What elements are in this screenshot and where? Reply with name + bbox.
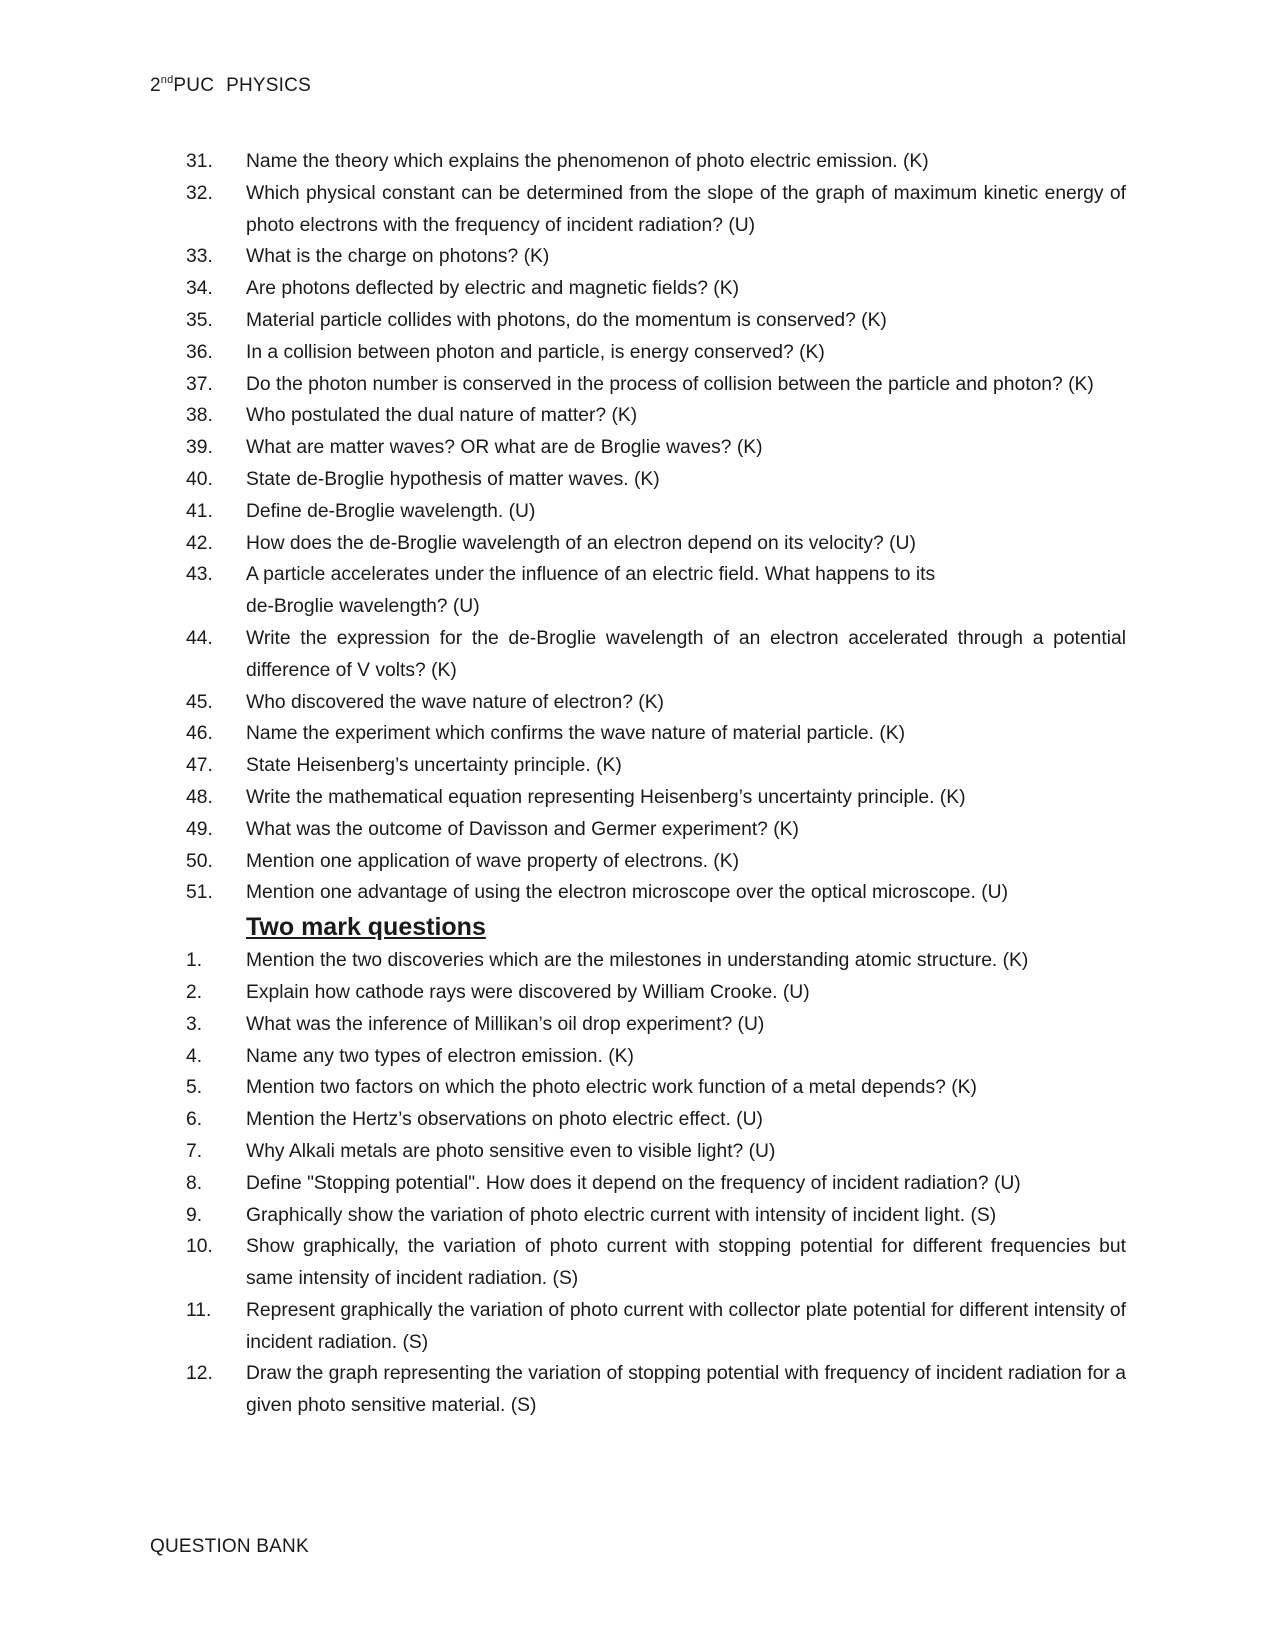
question-list — [186, 146, 1126, 1422]
question-text — [246, 178, 1126, 242]
question-text-line: Are photons deflected by electric and magnetic fields? (K) — [246, 278, 740, 300]
question-text-line: State Heisenberg’s uncertainty principle. (K) — [246, 755, 622, 777]
question-item — [186, 178, 1126, 242]
question-number: 47. — [186, 755, 213, 777]
question-number: 1. — [186, 950, 203, 972]
page-header — [150, 74, 311, 97]
question-text-line: de-Broglie wavelength? (U) — [246, 596, 480, 618]
question-item — [186, 464, 1126, 496]
question-text-line: What was the outcome of Davisson and Germer experiment? (K) — [246, 818, 799, 840]
question-item — [186, 750, 1126, 782]
question-item — [186, 305, 1126, 337]
question-number: 45. — [186, 691, 213, 713]
question-text — [246, 687, 1126, 719]
question-text-line: Mention one advantage of using the electron microscope over the optical microscope. (U) — [246, 882, 1009, 904]
question-item — [186, 623, 1126, 687]
question-text-line: Name the experiment which confirms the wave nature of material particle. (K) — [246, 723, 906, 745]
question-number: 43. — [186, 564, 213, 586]
section-title: Two mark questions — [246, 913, 486, 942]
question-item — [186, 814, 1126, 846]
question-text — [246, 1072, 1126, 1104]
question-text — [246, 528, 1126, 560]
question-number: 5. — [186, 1077, 203, 1099]
question-text — [246, 496, 1126, 528]
question-item — [186, 977, 1126, 1009]
question-text — [246, 1104, 1126, 1136]
question-number: 10. — [186, 1236, 213, 1258]
question-text-line: Define de-Broglie wavelength. (U) — [246, 500, 536, 522]
question-item — [186, 400, 1126, 432]
question-item — [186, 687, 1126, 719]
question-text — [246, 1231, 1126, 1295]
question-text-line: Name the theory which explains the phenomenon of photo electric emission. (K) — [246, 151, 929, 172]
question-number: 6. — [186, 1109, 203, 1131]
question-text-line: Why Alkali metals are photo sensitive even to visible light? (U) — [246, 1140, 776, 1162]
question-item — [186, 1072, 1126, 1104]
question-text-line: Write the expression for the de-Broglie wavelength of an electron accelerated through a potential difference of V volts? (K) — [246, 627, 1126, 681]
question-text — [246, 750, 1126, 782]
question-number: 36. — [186, 341, 213, 363]
question-item — [186, 718, 1126, 750]
question-number: 39. — [186, 437, 213, 459]
question-text-line: Which physical constant can be determined from the slope of the graph of maximum kinetic energy of photo electrons with the frequency of incident radiation? (U) — [246, 182, 1126, 236]
question-item — [186, 1168, 1126, 1200]
question-text-line: What is the charge on photons? (K) — [246, 246, 550, 268]
question-text — [246, 1041, 1126, 1073]
question-item — [186, 1104, 1126, 1136]
question-number: 9. — [186, 1204, 203, 1226]
question-text-line: Name any two types of electron emission. (K) — [246, 1045, 634, 1067]
question-text-line: Mention one application of wave property of electrons. (K) — [246, 850, 740, 872]
question-number: 49. — [186, 818, 213, 840]
question-text — [246, 400, 1126, 432]
header-superscript: nd — [160, 74, 174, 86]
question-text — [246, 305, 1126, 337]
header-subject: PHYSICS — [226, 75, 311, 96]
question-text-line: Explain how cathode rays were discovered by William Crooke. (U) — [246, 981, 810, 1003]
two-mark-questions — [186, 945, 1126, 1422]
question-number: 44. — [186, 627, 213, 649]
question-text — [246, 1009, 1126, 1041]
question-number: 8. — [186, 1172, 203, 1194]
question-item — [186, 1200, 1126, 1232]
question-number: 41. — [186, 500, 213, 522]
question-text-line: Mention the two discoveries which are the milestones in understanding atomic structure. (K) — [246, 950, 1029, 972]
question-number: 38. — [186, 405, 213, 427]
question-text-line: Define "Stopping potential". How does it depend on the frequency of incident radiation? (U) — [246, 1172, 1021, 1194]
question-text — [246, 146, 1126, 178]
question-item — [186, 1009, 1126, 1041]
question-text-line: In a collision between photon and particle, is energy conserved? (K) — [246, 341, 825, 363]
question-text-line: Represent graphically the variation of photo current with collector plate potential for different intensity of incident radiation. (S) — [246, 1299, 1126, 1353]
question-text — [246, 273, 1126, 305]
question-item — [186, 146, 1126, 178]
question-item — [186, 496, 1126, 528]
question-number: 46. — [186, 723, 213, 745]
question-text-line: Mention the Hertz’s observations on photo electric effect. (U) — [246, 1109, 763, 1131]
question-item — [186, 1041, 1126, 1073]
question-text — [246, 432, 1126, 464]
question-number: 11. — [186, 1299, 212, 1321]
question-text — [246, 369, 1126, 401]
question-text — [246, 877, 1126, 909]
question-text-line: Graphically show the variation of photo electric current with intensity of incident light. (S) — [246, 1204, 997, 1226]
question-text-line: Draw the graph representing the variation of stopping potential with frequency of incident radiation for a given photo sensitive material. (S) — [246, 1363, 1126, 1417]
question-text — [246, 1200, 1126, 1232]
question-item — [186, 273, 1126, 305]
question-number: 50. — [186, 850, 213, 872]
question-text — [246, 559, 1126, 623]
question-text — [246, 241, 1126, 273]
question-text-line: Show graphically, the variation of photo current with stopping potential for different frequencies but same intensity of incident radiation. (S) — [246, 1236, 1126, 1290]
question-item — [186, 1358, 1126, 1422]
question-number: 12. — [186, 1363, 213, 1385]
question-text-line: How does the de-Broglie wavelength of an electron depend on its velocity? (U) — [246, 532, 916, 554]
question-item — [186, 432, 1126, 464]
question-number: 3. — [186, 1013, 203, 1035]
question-text-line: What was the inference of Millikan’s oil drop experiment? (U) — [246, 1013, 765, 1035]
question-text-line: Who discovered the wave nature of electron? (K) — [246, 691, 664, 713]
question-text — [246, 814, 1126, 846]
question-text — [246, 782, 1126, 814]
question-item — [186, 528, 1126, 560]
question-text-line: State de-Broglie hypothesis of matter waves. (K) — [246, 468, 660, 490]
question-number: 31. — [186, 151, 213, 172]
question-item — [186, 1231, 1126, 1295]
question-item — [186, 241, 1126, 273]
question-item — [186, 369, 1126, 401]
question-number: 51. — [186, 882, 213, 904]
question-item — [186, 945, 1126, 977]
page-footer: QUESTION BANK — [150, 1536, 309, 1557]
question-number: 34. — [186, 278, 213, 300]
question-number: 7. — [186, 1140, 203, 1162]
question-text-line: Do the photon number is conserved in the process of collision between the particle and photon? (K) — [246, 373, 1094, 395]
question-text-line: Mention two factors on which the photo electric work function of a metal depends? (K) — [246, 1077, 977, 1099]
question-number: 2. — [186, 981, 203, 1003]
question-text — [246, 623, 1126, 687]
question-item — [186, 877, 1126, 909]
question-number: 32. — [186, 182, 213, 204]
question-text — [246, 945, 1126, 977]
question-text — [246, 464, 1126, 496]
question-item — [186, 846, 1126, 878]
header-class-number: 2 — [150, 75, 161, 96]
question-item — [186, 559, 1126, 623]
question-text — [246, 977, 1126, 1009]
question-item — [186, 1295, 1126, 1359]
header-course: PUC — [173, 75, 215, 96]
question-item — [186, 1136, 1126, 1168]
question-text — [246, 1168, 1126, 1200]
question-number: 40. — [186, 468, 213, 490]
one-mark-questions — [186, 146, 1126, 909]
question-text — [246, 718, 1126, 750]
question-number: 48. — [186, 786, 213, 808]
question-number: 35. — [186, 309, 213, 331]
question-item — [186, 782, 1126, 814]
question-text — [246, 1358, 1126, 1422]
question-number: 33. — [186, 246, 213, 268]
question-text — [246, 846, 1126, 878]
question-number: 4. — [186, 1045, 203, 1067]
question-text-line: Who postulated the dual nature of matter? (K) — [246, 405, 638, 427]
question-text-line: A particle accelerates under the influence of an electric field. What happens to its — [246, 564, 936, 586]
question-text-line: Write the mathematical equation representing Heisenberg’s uncertainty principle. (K) — [246, 786, 966, 808]
question-text-line: Material particle collides with photons, do the momentum is conserved? (K) — [246, 309, 887, 331]
question-number: 37. — [186, 373, 213, 395]
question-text — [246, 337, 1126, 369]
question-number: 42. — [186, 532, 213, 554]
question-text — [246, 1136, 1126, 1168]
question-text-line: What are matter waves? OR what are de Broglie waves? (K) — [246, 437, 763, 459]
question-item — [186, 337, 1126, 369]
question-text — [246, 1295, 1126, 1359]
